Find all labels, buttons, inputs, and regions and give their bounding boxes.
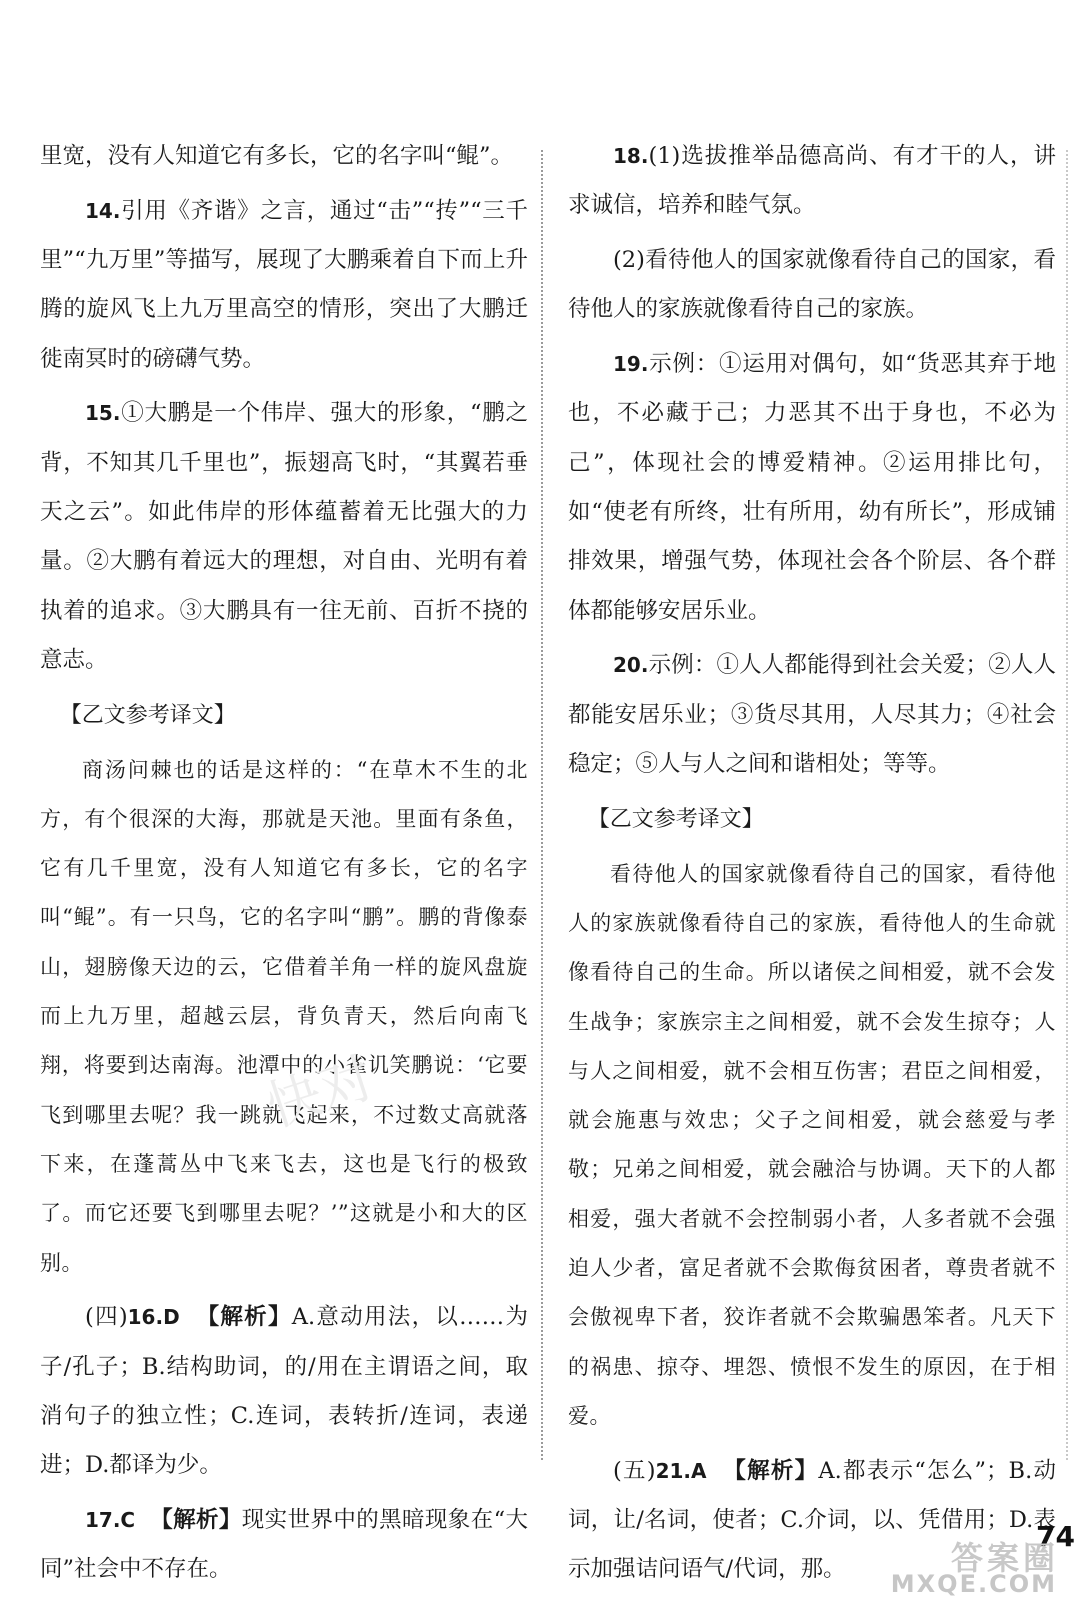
answer-text: 示例：①人人都能得到社会关爱；②人人都能安居乐业；③货尽其用，人尽其力；④社会稳定；⑤人与人之间和谐相处；等等。 — [568, 652, 1056, 778]
answer-text: A.意动用法，以……为子/孔子；B.结构助词，的/用在主谓语之间，取消句子的独立性；C.连词，表转折/连词，表递进；D.都译为少。 — [40, 1304, 528, 1479]
column-divider — [541, 150, 543, 1460]
answer-16 — [40, 1293, 528, 1490]
answer-text: (1)选拔推举品德高尚、有才干的人，讲求诚信，培养和睦气氛。 — [568, 143, 1056, 219]
left-column — [40, 132, 528, 1600]
watermark-logo: 答案圈 — [950, 1539, 1059, 1577]
analysis-tag: 【解析】 — [723, 1457, 819, 1484]
answer-18 — [568, 132, 1056, 231]
analysis-tag: 【解析】 — [150, 1507, 242, 1534]
question-number: 18. — [613, 144, 649, 168]
answer-17 — [40, 1496, 528, 1595]
translation-heading: 【乙文参考译文】 — [587, 806, 764, 832]
answer-14 — [40, 187, 528, 384]
page-number: 74 — [1036, 1520, 1075, 1553]
translation-text: 商汤问棘也的话是这样的：“在草木不生的北方，有个很深的大海，那就是天池。里面有条鱼，它有几千里宽，没有人知道它有多长，它的名字叫“鲲”。有一只鸟，它的名字叫“鹏”。鹏的背像泰山，翅膀像天边的云，它借着羊角一样的旋风盘旋而上九万里，超越云层，背负青天，然后向南飞翔，将要到达南海。池潭中的小雀讥笑鹏说：‘它要飞到哪里去呢？我一跳就飞起来，不过数丈高就落下来，在蓬蒿丛中飞来飞去，这也是飞行的极致了。而它还要飞到哪里去呢？’”这就是小和大的区别。 — [40, 757, 528, 1275]
question-number: 19. — [613, 352, 649, 377]
answer-text: ①大鹏是一个伟岸、强大的形象，“鹏之背，不知其几千里也”，振翅高飞时，“其翼若垂天之云”。如此伟岸的形体蕴蓄着无比强大的力量。②大鹏有着远大的理想，对自由、光明有着执着的追求。③大鹏具有一往无前、百折不挠的意志。 — [40, 400, 528, 673]
answer-text: 现实世界中的黑暗现象在“大同”社会中不存在。 — [40, 1507, 528, 1583]
answer-18-part2: (2)看待他人的国家就像看待自己的国家，看待他人的家族就像看待自己的家族。 — [568, 247, 1056, 323]
question-number: 17.C — [85, 1508, 136, 1533]
question-number: 20. — [613, 653, 649, 678]
answer-text: 示例：①运用对偶句，如“货恶其弃于地也，不必藏于己；力恶其不出于身也，不必为己”，体现社会的博爱精神。②运用排比句，如“使老有所终，壮有所用，幼有所长”，形成铺排效果，增强气势，体现社会各个阶层、各个群体都能够安居乐业。 — [568, 351, 1056, 624]
translation-text: 看待他人的国家就像看待自己的国家，看待他人的家族就像看待自己的家族，看待他人的生命就像看待自己的生命。所以诸侯之间相爱，就不会发生战争；家族宗主之间相爱，就不会发生掠夺；人与人之间相爱，就不会相互伤害；君臣之间相爱，就会施惠与效忠；父子之间相爱，就会慈爱与孝敬；兄弟之间相爱，就会融洽与协调。天下的人都相爱，强大者就不会控制弱小者，人多者就不会强迫人少者，富足者就不会欺侮贫困者，尊贵者就不会傲视卑下者，狡诈者就不会欺骗愚笨者。凡天下的祸患、掠夺、埋怨、愤恨不发生的原因，在于相爱。 — [568, 861, 1056, 1428]
question-number: 15. — [85, 401, 121, 426]
analysis-tag: 【解析】 — [196, 1304, 292, 1331]
right-column — [568, 132, 1056, 1600]
page-edge-marks — [1066, 150, 1068, 1460]
answer-text: A.都表示“怎么”；B.动词，让/名词，使者；C.介词，以、凭借用；D.表示加强诘问语气/代词，那。 — [568, 1457, 1056, 1583]
question-number: 16.D — [127, 1305, 180, 1330]
question-number: 21.A — [655, 1458, 707, 1483]
faint-watermark: 快对 — [259, 1045, 382, 1139]
section-prefix: (五) — [613, 1457, 656, 1484]
translation-heading: 【乙文参考译文】 — [59, 702, 236, 728]
answer-15 — [40, 389, 528, 685]
continued-paragraph: 里宽，没有人知道它有多长，它的名字叫“鲲”。 — [40, 143, 514, 169]
answer-text: 引用《齐谐》之言，通过“击”“抟”“三千里”“九万里”等描写，展现了大鹏乘着自下而上升腾的旋风飞上九万里高空的情形，突出了大鹏迁徙南冥时的磅礴气势。 — [40, 197, 528, 372]
answer-19 — [568, 340, 1056, 636]
section-prefix: (四) — [85, 1304, 128, 1331]
answer-20 — [568, 641, 1056, 789]
question-number: 14. — [85, 198, 121, 223]
watermark-url: MXQE.COM — [890, 1570, 1057, 1598]
